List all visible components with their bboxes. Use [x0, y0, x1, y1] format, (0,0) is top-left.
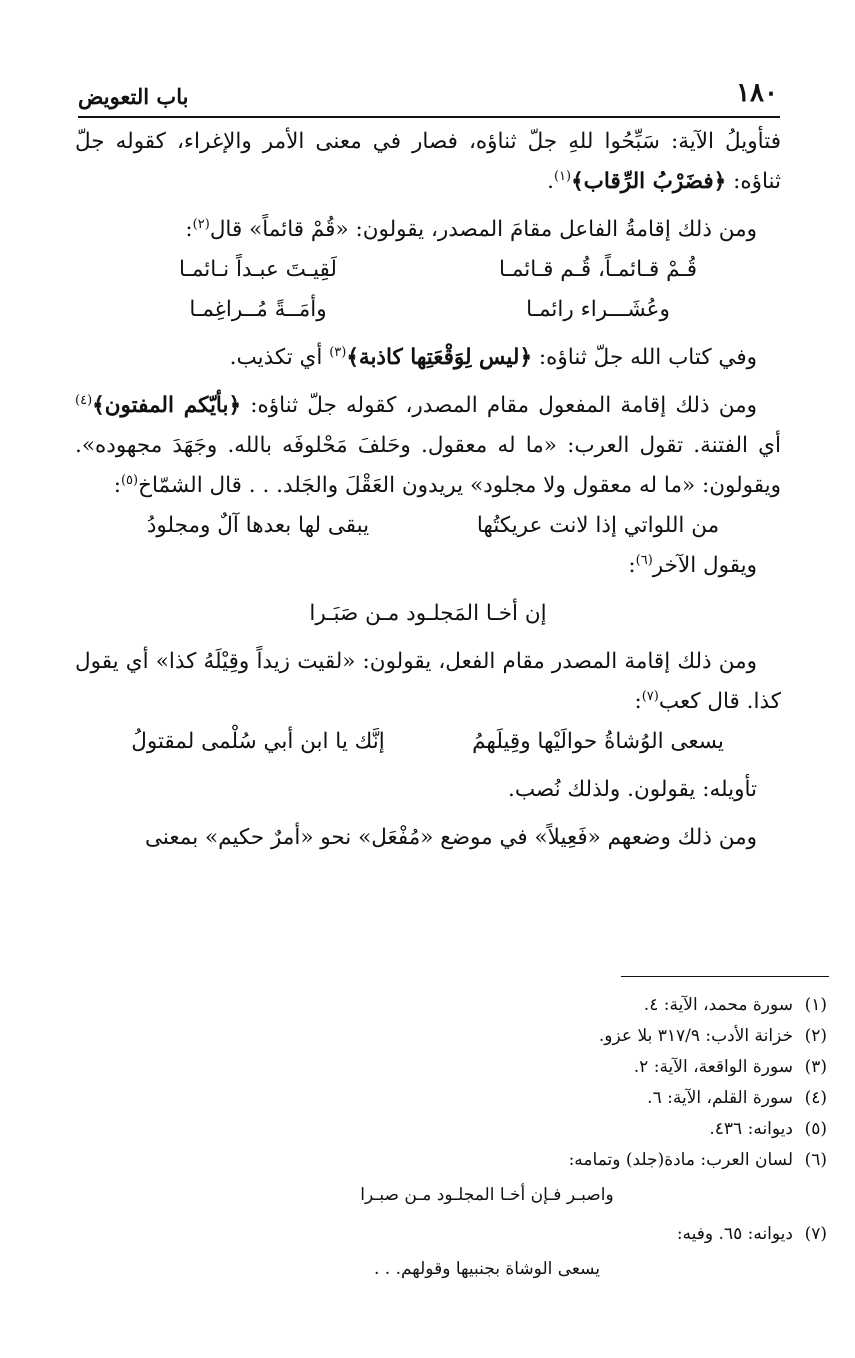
- footnote-ref: (١): [553, 168, 572, 184]
- footnote-ref: (٢): [192, 216, 210, 232]
- verse-line: [108, 722, 748, 762]
- footnote-ref: (٣): [329, 344, 347, 360]
- footnote-6-verse: واصبـر فـإن أخـا المجلـود مـن صبـرا: [360, 1185, 614, 1205]
- footnote-4: (٤)سورة القلم، الآية: ٦.: [647, 1088, 827, 1108]
- footnote-3: (٣)سورة الواقعة، الآية: ٢.: [633, 1057, 827, 1077]
- paragraph-8: ومن ذلك وضعهم «فَعِيلاً» في موضع «مُفْعَل» نحو «أمرٌ حكيم» بمعنى: [144, 825, 757, 850]
- hemistich: قُـمْ قـائمـاً، قُـم قـائمـا: [499, 257, 697, 282]
- footnote-ref: (٥): [120, 472, 139, 488]
- footnote-ref: (٦): [635, 552, 653, 568]
- paragraph-6: ومن ذلك إقامة المصدر مقام الفعل، يقولون: «لقيت زيداً وقِيْلَهُ كذا» أي يقول كذا. قال كعب$^{(٧)}$:: [75, 649, 781, 714]
- footnote-ref: (٧): [641, 688, 659, 704]
- verse-line: [108, 250, 748, 290]
- hemistich: لَقِيـتَ عبـداً نـائمـا: [179, 257, 337, 282]
- verse-line: [108, 290, 748, 330]
- footnote-7: (٧)ديوانه: ٦٥. وفيه:: [676, 1224, 827, 1244]
- footnote-5: (٥)ديوانه: ٤٣٦.: [709, 1119, 827, 1139]
- page-header: [78, 78, 778, 118]
- hemistich: من اللواتي إذا لانت عريكتُها: [476, 513, 720, 538]
- paragraph-7: تأويله: يقولون. ولذلك نُصب.: [507, 777, 757, 802]
- hemistich: يسعى الوُشاةُ حوالَيْها وقِيلَهمُ: [472, 729, 724, 754]
- footnotes: [87, 990, 827, 1293]
- main-text: [75, 122, 781, 858]
- footnote-7-verse: يسعى الوشاة بجنبيها وقولهم. . .: [373, 1259, 601, 1279]
- footnote-6: (٦)لسان العرب: مادة(جلد) وتمامه:: [568, 1150, 827, 1170]
- verse-line: [108, 506, 748, 546]
- paragraph-1: فتأويلُ الآية: سَبِّحُوا للهِ جلّ ثناؤه، فصار في معنى الأمر والإغراء، كقوله جلّ ثناؤه: ﴿فضَرْبُ الرِّقاب﴾$^{(١)}$.: [75, 129, 781, 194]
- hemistich: وعُشَـــراء رائمـا: [526, 297, 670, 322]
- page-number: ١٨٠: [736, 78, 778, 108]
- paragraph-3: وفي كتاب الله جلّ ثناؤه: ﴿ليس لِوَقْعَتِها كاذبة﴾$^{(٣)}$ أي تكذيب.: [229, 344, 757, 370]
- hemistich: إنَّك يا ابن أبي سُلْمى لمقتولُ: [131, 729, 385, 754]
- hemistich: يبقى لها بعدها آلٌ ومجلودُ: [146, 513, 370, 538]
- poem-1: [108, 250, 748, 330]
- running-title: باب التعويض: [78, 84, 189, 109]
- verse-other: إن أخـا المَجلـود مـن صَبَـرا: [309, 601, 547, 626]
- quran-quote: ﴿ليس لِوَقْعَتِها كاذبة﴾: [346, 345, 533, 370]
- footnote-2: (٢)خزانة الأدب: ٣١٧/٩ بلا عزو.: [598, 1026, 827, 1046]
- paragraph-4: ومن ذلك إقامة المفعول مقام المصدر، كقوله جلّ ثناؤه: ﴿بأيّكم المفتون﴾$^{(٤)}$ أي الفتنة. تقول العرب: «ما له معقول. وحَلفَ مَحْلوفَه بالله. وجَهَدَ مجهوده». ويقولون: «ما له معقول ولا مجلود» يريدون العَقْلَ والجَلد. . . قال الشمّاخ$^{(٥)}$:: [75, 392, 781, 498]
- verse-shammakh: [108, 506, 748, 546]
- quran-quote: ﴿بأيّكم المفتون﴾: [92, 393, 242, 418]
- hemistich: وأمَــةً مُــراغِمـا: [189, 297, 327, 322]
- paragraph-2: ومن ذلك إقامةُ الفاعل مقامَ المصدر، يقولون: «قُمْ قائماً» قال$^{(٢)}$:: [185, 216, 757, 242]
- header-rule: [78, 116, 780, 118]
- footnote-ref: (٤): [75, 392, 93, 408]
- footnote-rule: [621, 976, 829, 977]
- verse-kaab: [108, 722, 748, 762]
- paragraph-5: ويقول الآخر$^{(٦)}$:: [628, 552, 757, 578]
- footnote-1: (١)سورة محمد، الآية: ٤.: [643, 995, 827, 1015]
- quran-quote: ﴿فضَرْبُ الرِّقاب﴾: [571, 169, 727, 194]
